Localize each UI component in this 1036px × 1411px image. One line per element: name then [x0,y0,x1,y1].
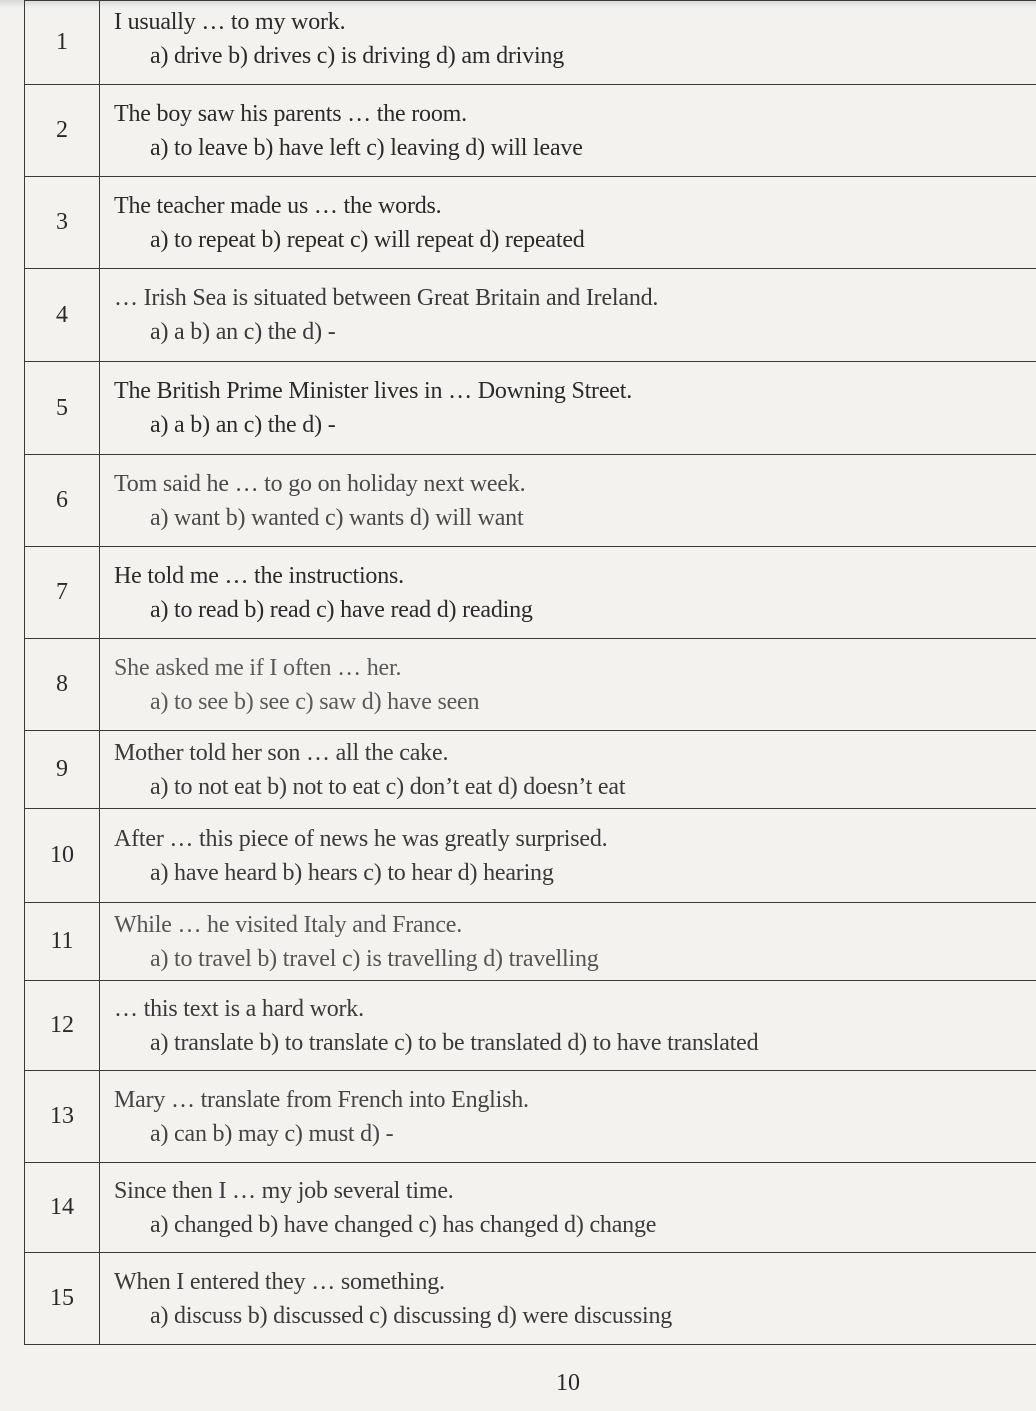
question-text: … this text is a hard work. [114,995,364,1022]
question-text: He told me … the instructions. [114,562,404,589]
answer-options: a) changed b) have changed c) has changed d) change [150,1211,657,1238]
question-number: 9 [25,731,100,809]
question-number: 12 [25,981,100,1071]
question-row [25,362,1036,455]
question-number: 13 [25,1071,100,1163]
question-text: … Irish Sea is situated between Great Britain and Ireland. [114,285,659,311]
question-number: 10 [25,809,100,903]
question-text: I usually … to my work. [114,8,346,35]
question-row [25,981,1036,1071]
question-text: She asked me if I often … her. [114,654,402,681]
question-text: Mother told her son … all the cake. [114,739,449,766]
question-number: 5 [25,362,100,455]
question-text: When I entered they … something. [114,1268,445,1295]
question-cell [100,639,1036,731]
question-number: 15 [25,1253,100,1345]
question-row [25,547,1036,639]
question-number: 6 [25,455,100,547]
question-text: The British Prime Minister lives in … Downing Street. [114,378,633,404]
answer-options: a) to travel b) travel c) is travelling d) travelling [150,945,599,972]
answer-options: a) discuss b) discussed c) discussing d) were discussing [150,1302,673,1329]
question-cell [100,455,1036,547]
question-cell [100,85,1036,177]
answer-options: a) to repeat b) repeat c) will repeat d) repeated [150,226,585,253]
answer-options: a) to leave b) have left c) leaving d) will leave [150,134,583,161]
question-number: 2 [25,85,100,177]
question-text: The teacher made us … the words. [114,192,442,219]
question-cell [100,731,1036,809]
question-text: Mary … translate from French into English. [114,1086,529,1113]
question-cell [100,981,1036,1071]
question-text: Tom said he … to go on holiday next week. [114,470,526,497]
question-number: 8 [25,639,100,731]
answer-options: a) to see b) see c) saw d) have seen [150,688,480,715]
answer-options: a) a b) an c) the d) - [150,412,336,438]
question-row [25,1071,1036,1163]
answer-options: a) translate b) to translate c) to be translated d) to have translated [150,1029,759,1056]
question-cell [100,1,1036,85]
question-row [25,1163,1036,1253]
question-cell [100,269,1036,362]
page-number: 10 [556,1370,580,1396]
question-number: 14 [25,1163,100,1253]
answer-options: a) can b) may c) must d) - [150,1120,394,1147]
question-cell [100,903,1036,981]
question-number: 11 [25,903,100,981]
question-row [25,731,1036,809]
question-cell [100,362,1036,455]
answer-options: a) drive b) drives c) is driving d) am driving [150,42,565,69]
grammar-quiz-table [24,0,1036,1345]
question-row [25,639,1036,731]
question-row [25,903,1036,981]
question-text: The boy saw his parents … the room. [114,100,467,127]
question-row [25,177,1036,269]
quiz-body [25,1,1036,1345]
question-cell [100,1253,1036,1345]
question-row [25,455,1036,547]
question-number: 7 [25,547,100,639]
answer-options: a) to read b) read c) have read d) reading [150,596,533,623]
answer-options: a) want b) wanted c) wants d) will want [150,504,524,531]
answer-options: a) to not eat b) not to eat c) don’t eat d) doesn’t eat [150,773,626,800]
question-cell [100,177,1036,269]
answer-options: a) have heard b) hears c) to hear d) hearing [150,859,554,886]
question-row [25,809,1036,903]
question-text: Since then I … my job several time. [114,1177,454,1204]
question-text: After … this piece of news he was greatly surprised. [114,825,608,852]
question-row [25,269,1036,362]
question-number: 4 [25,269,100,362]
question-number: 3 [25,177,100,269]
question-row [25,85,1036,177]
question-row [25,1253,1036,1345]
question-row [25,1,1036,85]
answer-options: a) a b) an c) the d) - [150,319,336,345]
question-cell [100,547,1036,639]
question-text: While … he visited Italy and France. [114,911,463,938]
question-number: 1 [25,1,100,85]
question-cell [100,809,1036,903]
question-cell [100,1071,1036,1163]
question-cell [100,1163,1036,1253]
